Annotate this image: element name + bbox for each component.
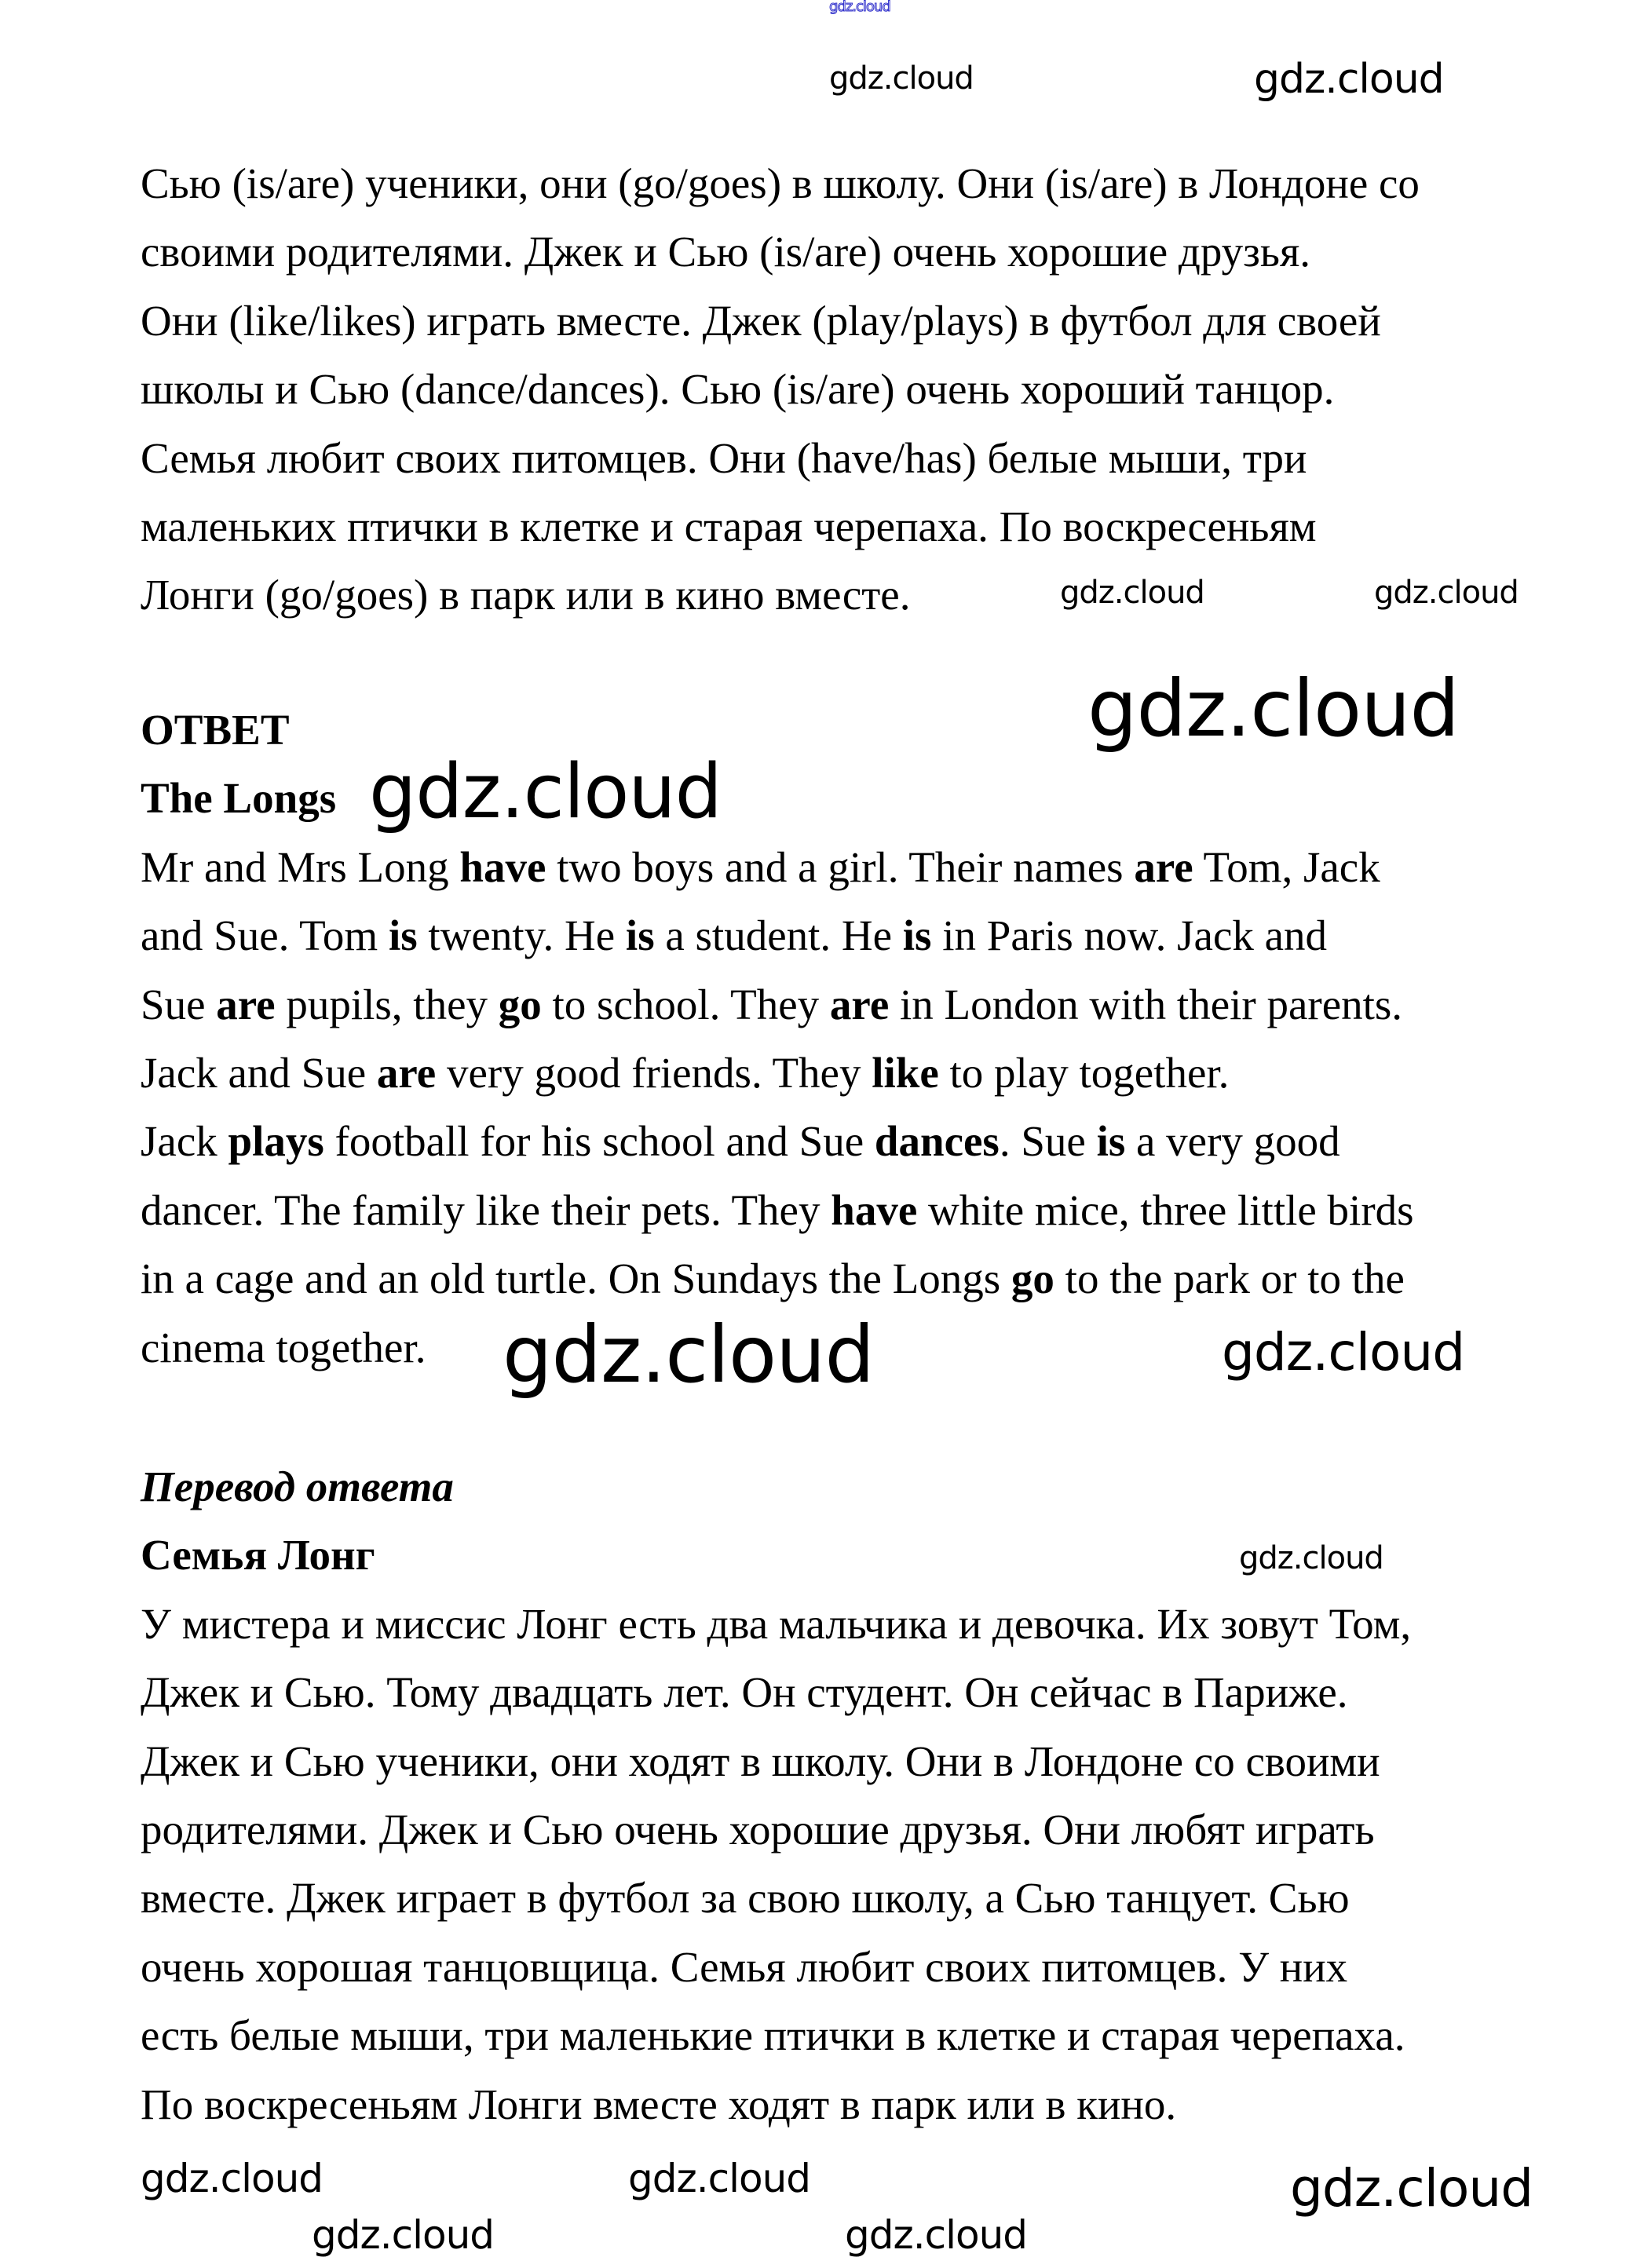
answer-text: to school. They <box>541 980 830 1028</box>
answer-verb: are <box>1134 842 1193 891</box>
translation-line: родителями. Джек и Сью очень хорошие друзья. Они любят играть <box>141 1805 1375 1853</box>
translation-section <box>141 1452 1411 2138</box>
translation-line: есть белые мыши, три маленькие птички в клетке и старая черепаха. <box>141 2011 1405 2060</box>
answer-text: twenty. He <box>417 911 626 960</box>
answer-text: a student. He <box>654 911 903 960</box>
answer-text: to play together. <box>938 1048 1230 1097</box>
answer-line <box>141 1313 426 1382</box>
watermark: gdz.cloud <box>141 2156 323 2201</box>
watermark: gdz.cloud <box>1239 1540 1383 1576</box>
answer-text: and Sue. Tom <box>141 911 389 960</box>
answer-verb: go <box>498 980 542 1028</box>
answer-text: very good friends. They <box>436 1048 872 1097</box>
answer-verb: is <box>388 911 418 960</box>
watermark: gdz.cloud <box>829 60 974 97</box>
answer-text: in London with their parents. <box>889 980 1403 1028</box>
answer-line <box>141 1244 1405 1313</box>
answer-heading: ОТВЕТ <box>141 706 290 754</box>
answer-text: two boys and a girl. Their names <box>546 842 1135 891</box>
translation-line: Джек и Сью ученики, они ходят в школу. Они в Лондоне со своими <box>141 1737 1380 1785</box>
watermark: gdz.cloud <box>1290 2158 1533 2219</box>
answer-section <box>141 696 1414 1382</box>
translation-heading: Перевод ответа <box>141 1463 454 1510</box>
answer-text: dancer. The family like their pets. They <box>141 1185 831 1234</box>
translation-line: По воскресеньям Лонги вместе ходят в парк или в кино. <box>141 2080 1177 2128</box>
answer-text: Sue <box>141 980 217 1028</box>
watermark: gdz.cloud <box>1087 663 1460 754</box>
translation-line: очень хорошая танцовщица. Семья любит своих питомцев. У них <box>141 1942 1348 1991</box>
answer-title: The Longs <box>141 774 337 823</box>
watermark: gdz.cloud <box>312 2212 495 2258</box>
exercise-line: школы и Сью (dance/dances). Сью (is/are) очень хороший танцор. <box>141 365 1335 414</box>
watermark: gdz.cloud <box>845 2212 1028 2258</box>
watermark: gdz.cloud <box>503 1309 875 1401</box>
answer-text: Tom, Jack <box>1193 842 1380 891</box>
answer-verb: is <box>625 911 655 960</box>
answer-verb: are <box>216 980 276 1028</box>
answer-text: in a cage and an old turtle. On Sundays the Longs <box>141 1255 1011 1303</box>
answer-line <box>141 1107 1340 1175</box>
answer-text: Jack and Sue <box>141 1048 377 1097</box>
translation-line: У мистера и миссис Лонг есть два мальчика и девочка. Их зовут Том, <box>141 1599 1412 1648</box>
answer-verb: is <box>1096 1117 1126 1166</box>
translation-title: Семья Лонг <box>141 1531 375 1580</box>
answer-text: to the park or to the <box>1054 1255 1405 1303</box>
translation-line: вместе. Джек играет в футбол за свою школу, а Сью танцует. Сью <box>141 1874 1350 1923</box>
answer-line <box>141 970 1402 1039</box>
translation-line: Джек и Сью. Тому двадцать лет. Он студент. Он сейчас в Париже. <box>141 1668 1348 1717</box>
answer-verb: like <box>872 1048 939 1097</box>
watermark: gdz.cloud <box>1060 575 1204 611</box>
answer-text: white mice, three little birds <box>917 1185 1414 1234</box>
answer-line <box>141 833 1380 901</box>
answer-text: cinema together. <box>141 1323 426 1371</box>
answer-line <box>141 1176 1414 1244</box>
exercise-line: Семья любит своих питомцев. Они (have/has) белые мыши, три <box>141 433 1307 482</box>
exercise-line: своими родителями. Джек и Сью (is/are) очень хорошие друзья. <box>141 228 1311 276</box>
watermark: gdz.cloud <box>369 749 722 835</box>
exercise-line: Они (like/likes) играть вместе. Джек (play/plays) в футбол для своей <box>141 296 1381 345</box>
watermark: gdz.cloud <box>1222 1322 1465 1382</box>
answer-text: . Sue <box>999 1117 1097 1166</box>
answer-verb: is <box>902 911 932 960</box>
watermark: gdz.cloud <box>1374 575 1519 611</box>
answer-verb: plays <box>228 1117 324 1166</box>
watermark: gdz.cloud <box>628 2156 811 2201</box>
answer-verb: are <box>376 1048 437 1097</box>
answer-verb: have <box>459 842 546 891</box>
answer-text: in Paris now. Jack and <box>931 911 1328 960</box>
answer-text: football for his school and Sue <box>323 1117 875 1166</box>
answer-text: Mr and Mrs Long <box>141 842 460 891</box>
watermark: gdz.cloud <box>1254 56 1444 103</box>
answer-verb: go <box>1011 1255 1054 1303</box>
answer-line <box>141 901 1327 970</box>
answer-verb: dances <box>874 1117 1000 1166</box>
exercise-line: маленьких птички в клетке и старая черепаха. По воскресеньям <box>141 502 1317 550</box>
exercise-line: Сью (is/are) ученики, они (go/goes) в школу. Они (is/are) в Лондоне со <box>141 159 1420 207</box>
answer-text: Jack <box>141 1117 228 1166</box>
answer-text: a very good <box>1125 1117 1340 1166</box>
answer-text: pupils, they <box>275 980 499 1028</box>
answer-verb: have <box>831 1185 918 1234</box>
exercise-text <box>141 149 1420 630</box>
exercise-line: Лонги (go/goes) в парк или в кино вместе. <box>141 571 911 619</box>
answer-verb: are <box>829 980 890 1028</box>
answer-line <box>141 1039 1229 1107</box>
watermark: gdz.cloud <box>829 0 890 15</box>
